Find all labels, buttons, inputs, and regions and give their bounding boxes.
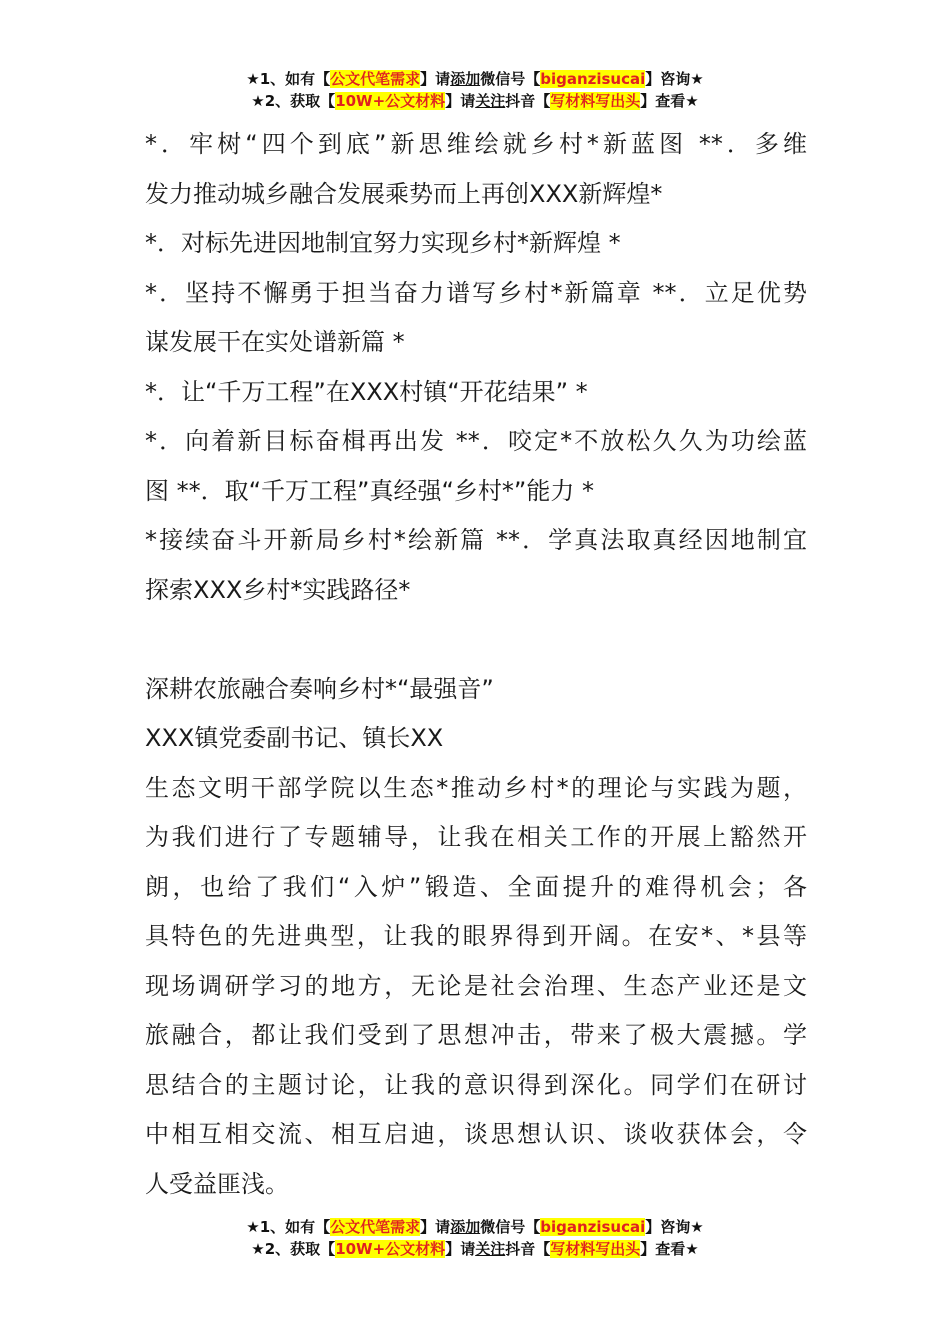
promo-tag-writing-service: 公文代笔需求 <box>330 70 421 88</box>
blank-line <box>145 615 807 665</box>
promo-banner-top <box>0 68 950 112</box>
promo-text: 】咨询★ <box>645 70 704 88</box>
promo-text: ★2、获取【 <box>251 92 336 110</box>
article-title: 深耕农旅融合奏响乡村*“最强音” <box>145 674 494 703</box>
promo-tag-materials: 10W+公文材料 <box>335 92 446 110</box>
body-line: 生态文明干部学院以生态*推动乡村*的理论与实践为题， <box>145 773 807 802</box>
body-line: 探索XXX乡村*实践路径* <box>145 575 411 604</box>
body-line: 中相互相交流、相互启迪，谈思想认识、谈收获体会，令 <box>145 1120 807 1148</box>
promo-text: 抖音【 <box>505 1240 551 1258</box>
body-line: *接续奋斗开新局乡村*绘新篇 **．学真法取真经因地制宜 <box>145 526 807 554</box>
body-line: 为我们进行了专题辅导，让我在相关工作的开展上豁然开 <box>145 823 807 851</box>
promo-line-2 <box>0 1238 950 1260</box>
promo-tag-douyin-account: 写材料写出头 <box>550 1240 641 1258</box>
document-body <box>145 120 807 1209</box>
body-line: 朗，也给了我们“入炉”锻造、全面提升的难得机会；各 <box>145 872 807 901</box>
body-line: 谋发展干在实处谱新篇 * <box>145 328 405 356</box>
body-line: *．坚持不懈勇于担当奋力谱写乡村*新篇章 **．立足优势 <box>145 278 807 307</box>
promo-text: 】请 <box>420 70 451 88</box>
body-line: 人受益匪浅。 <box>145 1169 289 1198</box>
promo-text: 】请 <box>420 1218 451 1236</box>
promo-text-follow: 关注 <box>475 92 506 110</box>
promo-line-1 <box>0 1216 950 1238</box>
promo-line-1 <box>0 68 950 90</box>
body-line: *．让“千万工程”在XXX村镇“开花结果” * <box>145 377 588 406</box>
promo-text: ★1、如有【 <box>246 70 331 88</box>
promo-tag-materials: 10W+公文材料 <box>335 1240 446 1258</box>
body-line: *．对标先进因地制宜努力实现乡村*新辉煌 * <box>145 229 621 257</box>
promo-text: 】查看★ <box>640 1240 699 1258</box>
promo-tag-wechat-id: biganzisucai <box>540 1218 646 1236</box>
promo-tag-wechat-id: biganzisucai <box>540 70 646 88</box>
body-line: 现场调研学习的地方，无论是社会治理、生态产业还是文 <box>145 971 807 1000</box>
promo-text: 】请 <box>445 1240 476 1258</box>
article-author: XXX镇党委副书记、镇长XX <box>145 724 444 752</box>
promo-text: 】请 <box>445 92 476 110</box>
body-line: 思结合的主题讨论，让我的意识得到深化。同学们在研讨 <box>145 1070 807 1099</box>
promo-text-follow: 关注 <box>475 1240 506 1258</box>
promo-text-add: 添加 <box>450 1218 481 1236</box>
promo-text: 】查看★ <box>640 92 699 110</box>
promo-text: ★2、获取【 <box>251 1240 336 1258</box>
body-line: 旅融合，都让我们受到了思想冲击，带来了极大震撼。学 <box>145 1021 807 1049</box>
body-line: *．牢树“四个到底”新思维绘就乡村*新蓝图 **．多维 <box>145 130 807 158</box>
promo-line-2 <box>0 90 950 112</box>
promo-text-add: 添加 <box>450 70 481 88</box>
promo-tag-writing-service: 公文代笔需求 <box>330 1218 421 1236</box>
body-line: 具特色的先进典型，让我的眼界得到开阔。在安*、*县等 <box>145 922 807 950</box>
promo-text: 】咨询★ <box>645 1218 704 1236</box>
promo-tag-douyin-account: 写材料写出头 <box>550 92 641 110</box>
body-line: 图 **．取“千万工程”真经强“乡村*”能力 * <box>145 476 594 505</box>
body-line: 发力推动城乡融合发展乘势而上再创XXX新辉煌* <box>145 179 663 208</box>
promo-text: ★1、如有【 <box>246 1218 331 1236</box>
body-line: *．向着新目标奋楫再出发 **．咬定*不放松久久为功绘蓝 <box>145 427 807 455</box>
promo-text: 微信号【 <box>480 1218 541 1236</box>
promo-text: 抖音【 <box>505 92 551 110</box>
promo-banner-bottom <box>0 1216 950 1260</box>
promo-text: 微信号【 <box>480 70 541 88</box>
